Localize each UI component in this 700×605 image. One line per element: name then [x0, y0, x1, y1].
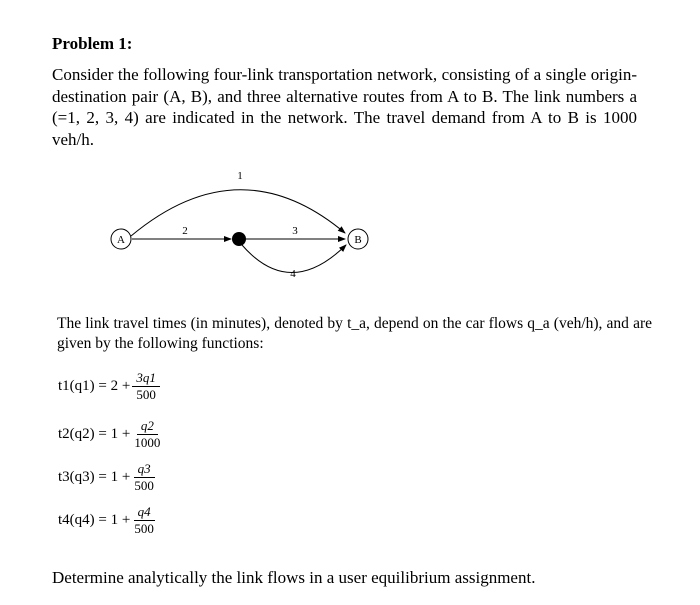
- equation-t3-numerator: q3: [134, 461, 155, 478]
- equation-t2-lhs: t2(q2) = 1 +: [58, 426, 131, 442]
- equation-t1-denominator: 500: [136, 387, 156, 402]
- link-3-label: 3: [292, 225, 298, 237]
- equation-t1-lhs: t1(q1) = 2 +: [58, 378, 131, 394]
- travel-times-text: The link travel times (in minutes), denoted by t_a, depend on the car flows q_a (veh/h), and are given by the following functions:: [57, 315, 652, 352]
- equation-t1: [58, 370, 160, 403]
- equation-t2-numerator: q2: [137, 418, 158, 435]
- equation-t3: [58, 461, 156, 494]
- link-1-label: 1: [237, 170, 243, 182]
- problem-title: Problem 1:: [52, 34, 133, 53]
- link-2-label: 2: [182, 225, 188, 237]
- problem-intro: Consider the following four-link transportation network, consisting of a single origin-destination pair (A, B), and three alternative routes from A to B. The link numbers a (=1, 2, 3, 4) are indicated in the network. The travel demand from A to B is 1000 veh/h.: [52, 65, 637, 149]
- equation-t3-lhs: t3(q3) = 1 +: [58, 469, 131, 485]
- equation-t4: [58, 504, 156, 537]
- task-text: Determine analytically the link flows in a user equilibrium assignment.: [52, 568, 536, 587]
- equation-t2-denominator: 1000: [134, 435, 161, 450]
- equation-t4-numerator: q4: [134, 504, 155, 521]
- network-diagram: [100, 165, 400, 285]
- equation-t3-denominator: 500: [134, 478, 154, 493]
- equation-t1-numerator: 3q1: [132, 370, 160, 387]
- equation-t4-denominator: 500: [134, 521, 154, 536]
- node-a-label: A: [117, 234, 125, 246]
- link-4-label: 4: [290, 268, 296, 280]
- link-1: [131, 190, 345, 236]
- equation-t2: [58, 418, 162, 451]
- node-b-label: B: [354, 234, 362, 246]
- node-middle: [232, 232, 246, 246]
- equation-t4-lhs: t4(q4) = 1 +: [58, 512, 131, 528]
